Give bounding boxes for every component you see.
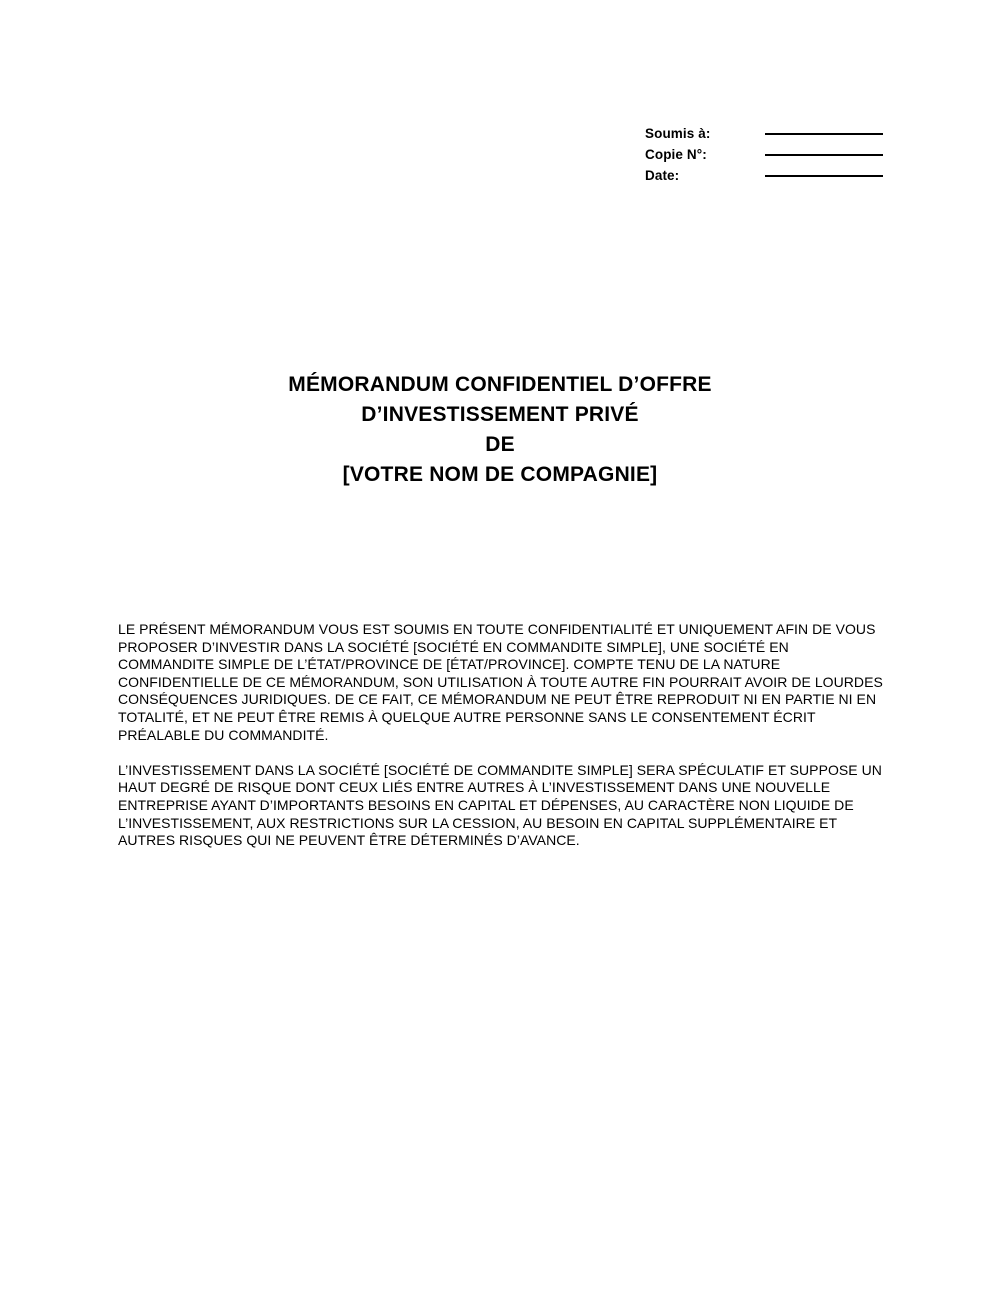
date-blank-line[interactable]	[765, 175, 883, 177]
copy-number-label: Copie N°:	[645, 147, 707, 162]
submitted-to-label: Soumis à:	[645, 126, 711, 141]
risk-disclosure-paragraph: L’INVESTISSEMENT DANS LA SOCIÉTÉ [SOCIÉTÉ DE COMMANDITE SIMPLE] SERA SPÉCULATIF ET SUPPOSE UN HAUT DEGRÉ DE RISQUE DONT CEUX LIÉS ENTRE AUTRES À L’INVESTISSEMENT DANS UNE NOUVELLE ENTREPRISE AYANT D’IMPORTANTS BESOINS EN CAPITAL ET DÉPENSES, AU CARACTÈRE NON LIQUIDE DE L’INVESTISSEMENT, AUX RESTRICTIONS SUR LA CESSION, AU BESOIN EN CAPITAL SUPPLÉMENTAIRE ET AUTRES RISQUES QUI NE PEUVENT ÊTRE DÉTERMINÉS D’AVANCE.	[118, 761, 882, 849]
title-line-4: [VOTRE NOM DE COMPAGNIE]	[342, 463, 658, 486]
submission-header-block	[645, 126, 883, 189]
title-line-1: MÉMORANDUM CONFIDENTIEL D’OFFRE	[288, 373, 712, 396]
document-title	[0, 370, 1000, 490]
submitted-to-blank-line[interactable]	[765, 133, 883, 135]
header-row-submitted-to	[645, 126, 883, 147]
header-row-copy-number	[645, 147, 883, 168]
title-line-3: DE	[485, 433, 515, 456]
header-row-date	[645, 168, 883, 189]
date-label: Date:	[645, 168, 680, 183]
document-body	[118, 621, 884, 850]
title-line-2: D’INVESTISSEMENT PRIVÉ	[361, 403, 639, 426]
copy-number-blank-line[interactable]	[765, 154, 883, 156]
confidentiality-paragraph: LE PRÉSENT MÉMORANDUM VOUS EST SOUMIS EN TOUTE CONFIDENTIALITÉ ET UNIQUEMENT AFIN DE VOUS PROPOSER D’INVESTIR DANS LA SOCIÉTÉ [SOCIÉTÉ EN COMMANDITE SIMPLE], UNE SOCIÉTÉ EN COMMANDITE SIMPLE DE L’ÉTAT/PROVINCE DE [ÉTAT/PROVINCE]. COMPTE TENU DE LA NATURE CONFIDENTIELLE DE CE MÉMORANDUM, SON UTILISATION À TOUTE AUTRE FIN POURRAIT AVOIR DE LOURDES CONSÉQUENCES JURIDIQUES. DE CE FAIT, CE MÉMORANDUM NE PEUT ÊTRE REPRODUIT NI EN PARTIE NI EN TOTALITÉ, ET NE PEUT ÊTRE REMIS À QUELQUE AUTRE PERSONNE SANS LE CONSENTEMENT ÉCRIT PRÉALABLE DU COMMANDITÉ.	[118, 621, 883, 743]
